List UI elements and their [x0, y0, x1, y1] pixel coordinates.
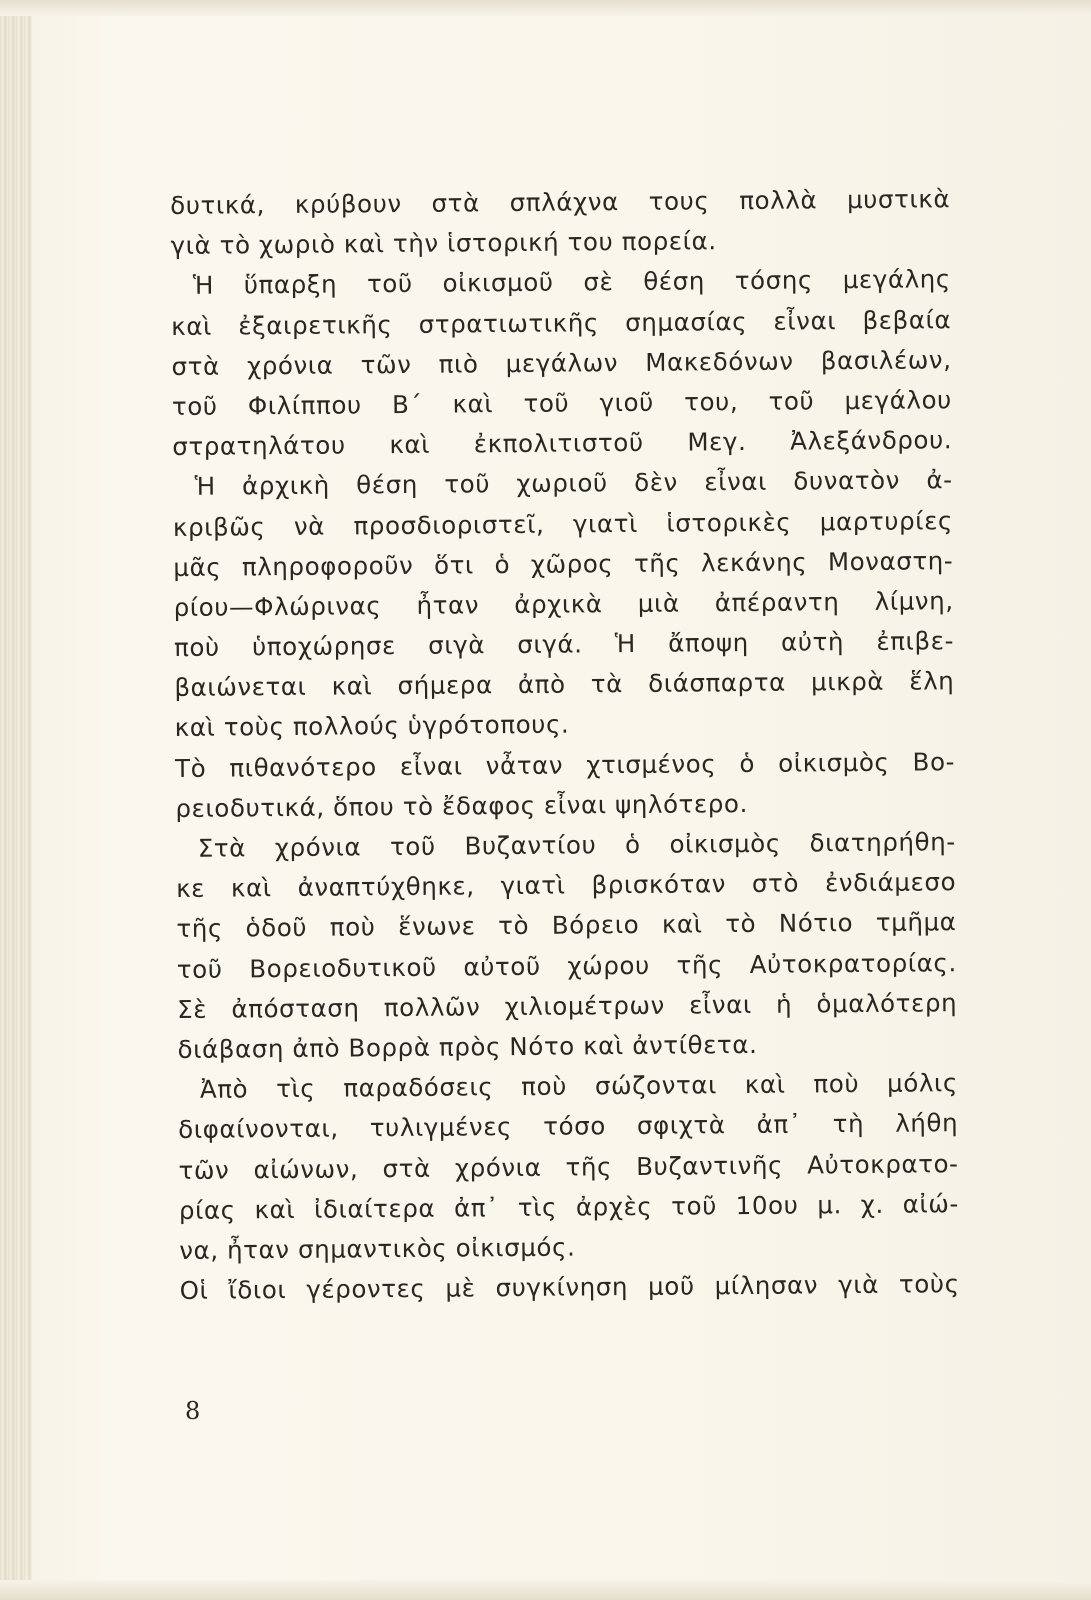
page-stack-edge — [0, 0, 32, 1600]
text-line: ποὺ ὑποχώρησε σιγὰ σιγά. Ἡ ἄποψη αὐτὴ ἐπιβε- — [173, 626, 955, 663]
text-line: καὶ ἐξαιρετικῆς στρατιωτικῆς σημασίας εἶναι βεβαία — [171, 304, 952, 341]
text-line: Σὲ ἀπόσταση πολλῶν χιλιομέτρων εἶναι ἡ ὁμαλότερη — [177, 987, 958, 1024]
text-line: να, ἦταν σημαντικὸς οἰκισμός. — [179, 1232, 576, 1265]
text-line: Στὰ χρόνια τοῦ Βυζαντίου ὁ οἰκισμὸς διατηρήθη- — [197, 827, 956, 863]
text-line: Οἱ ἴδιοι γέροντες μὲ συγκίνηση μοῦ μίλησαν γιὰ τοὺς — [179, 1269, 960, 1306]
text-line: ρειοδυτικά, ὅπου τὸ ἔδαφος εἶναι ψηλότερο. — [175, 788, 749, 823]
text-line: Τὸ πιθανότερο εἶναι νἆταν χτισμένος ὁ οἰκισμὸς Βο- — [174, 746, 956, 783]
text-line: Ἀπὸ τὶς παραδόσεις ποὺ σώζονται καὶ ποὺ μόλις — [199, 1068, 958, 1104]
body-text — [170, 179, 960, 1311]
page-number: 8 — [185, 1397, 201, 1425]
text-line: διάβαση ἀπὸ Βορρὰ πρὸς Νότο καὶ ἀντίθετα. — [177, 1029, 758, 1064]
text-line: τῆς ὁδοῦ ποὺ ἕνωνε τὸ Βόρειο καὶ τὸ Νότιο τμῆμα — [176, 907, 957, 944]
text-line: Ἡ ἀρχικὴ θέση τοῦ χωριοῦ δὲν εἶναι δυνατὸν ἀ- — [194, 465, 953, 502]
text-line: κε καὶ ἀναπτύχθηκε, γιατὶ βρισκόταν στὸ ἐνδιάμεσο — [176, 867, 957, 904]
text-line: Ἡ ὕπαρξη τοῦ οἰκισμοῦ σὲ θέση τόσης μεγάλης — [192, 264, 951, 301]
page-bottom-edge — [0, 1580, 1091, 1600]
text-line: κριβῶς νὰ προσδιοριστεῖ, γιατὶ ἱστορικὲς μαρτυρίες — [172, 505, 954, 542]
text-line: τῶν αἰώνων, στὰ χρόνια τῆς Βυζαντινῆς Αὐτοκρατο- — [178, 1148, 959, 1185]
text-line: καὶ τοὺς πολλούς ὑγρότοπους. — [174, 709, 570, 743]
text-line: στρατηλάτου καὶ ἐκπολιτιστοῦ Μεγ. Ἀλεξάνδρου. — [172, 425, 953, 462]
text-line: δυτικά, κρύβουν στὰ σπλάχνα τους πολλὰ μυστικὰ — [170, 184, 951, 220]
text-line: βαιώνεται καὶ σήμερα ἀπὸ τὰ διάσπαρτα μικρὰ ἕλη — [174, 666, 955, 703]
text-line: ρίας καὶ ἰδιαίτερα ἀπ᾿ τὶς ἀρχὲς τοῦ 10ου μ. χ. αἰώ- — [178, 1188, 960, 1225]
text-line: τοῦ Βορειοδυτικοῦ αὐτοῦ χώρου τῆς Αὐτοκρατορίας. — [176, 947, 957, 984]
text-line: μᾶς πληροφοροῦν ὅτι ὁ χῶρος τῆς λεκάνης Μοναστη- — [173, 545, 954, 582]
text-line: ρίου—Φλώρινας ἦταν ἀρχικὰ μιὰ ἀπέραντη λίμνη, — [173, 586, 954, 622]
text-line: γιὰ τὸ χωριὸ καὶ τὴν ἱστορική του πορεία. — [170, 226, 717, 261]
text-line: διφαίνονται, τυλιγμένες τόσο σφιχτὰ ἀπ᾿ τὴ λήθη — [178, 1108, 959, 1145]
text-line: στὰ χρόνια τῶν πιὸ μεγάλων Μακεδόνων βασιλέων, — [171, 344, 952, 381]
page-top-edge — [0, 0, 1091, 16]
text-line: τοῦ Φιλίππου Β΄ καὶ τοῦ γιοῦ του, τοῦ μεγάλου — [171, 385, 953, 421]
